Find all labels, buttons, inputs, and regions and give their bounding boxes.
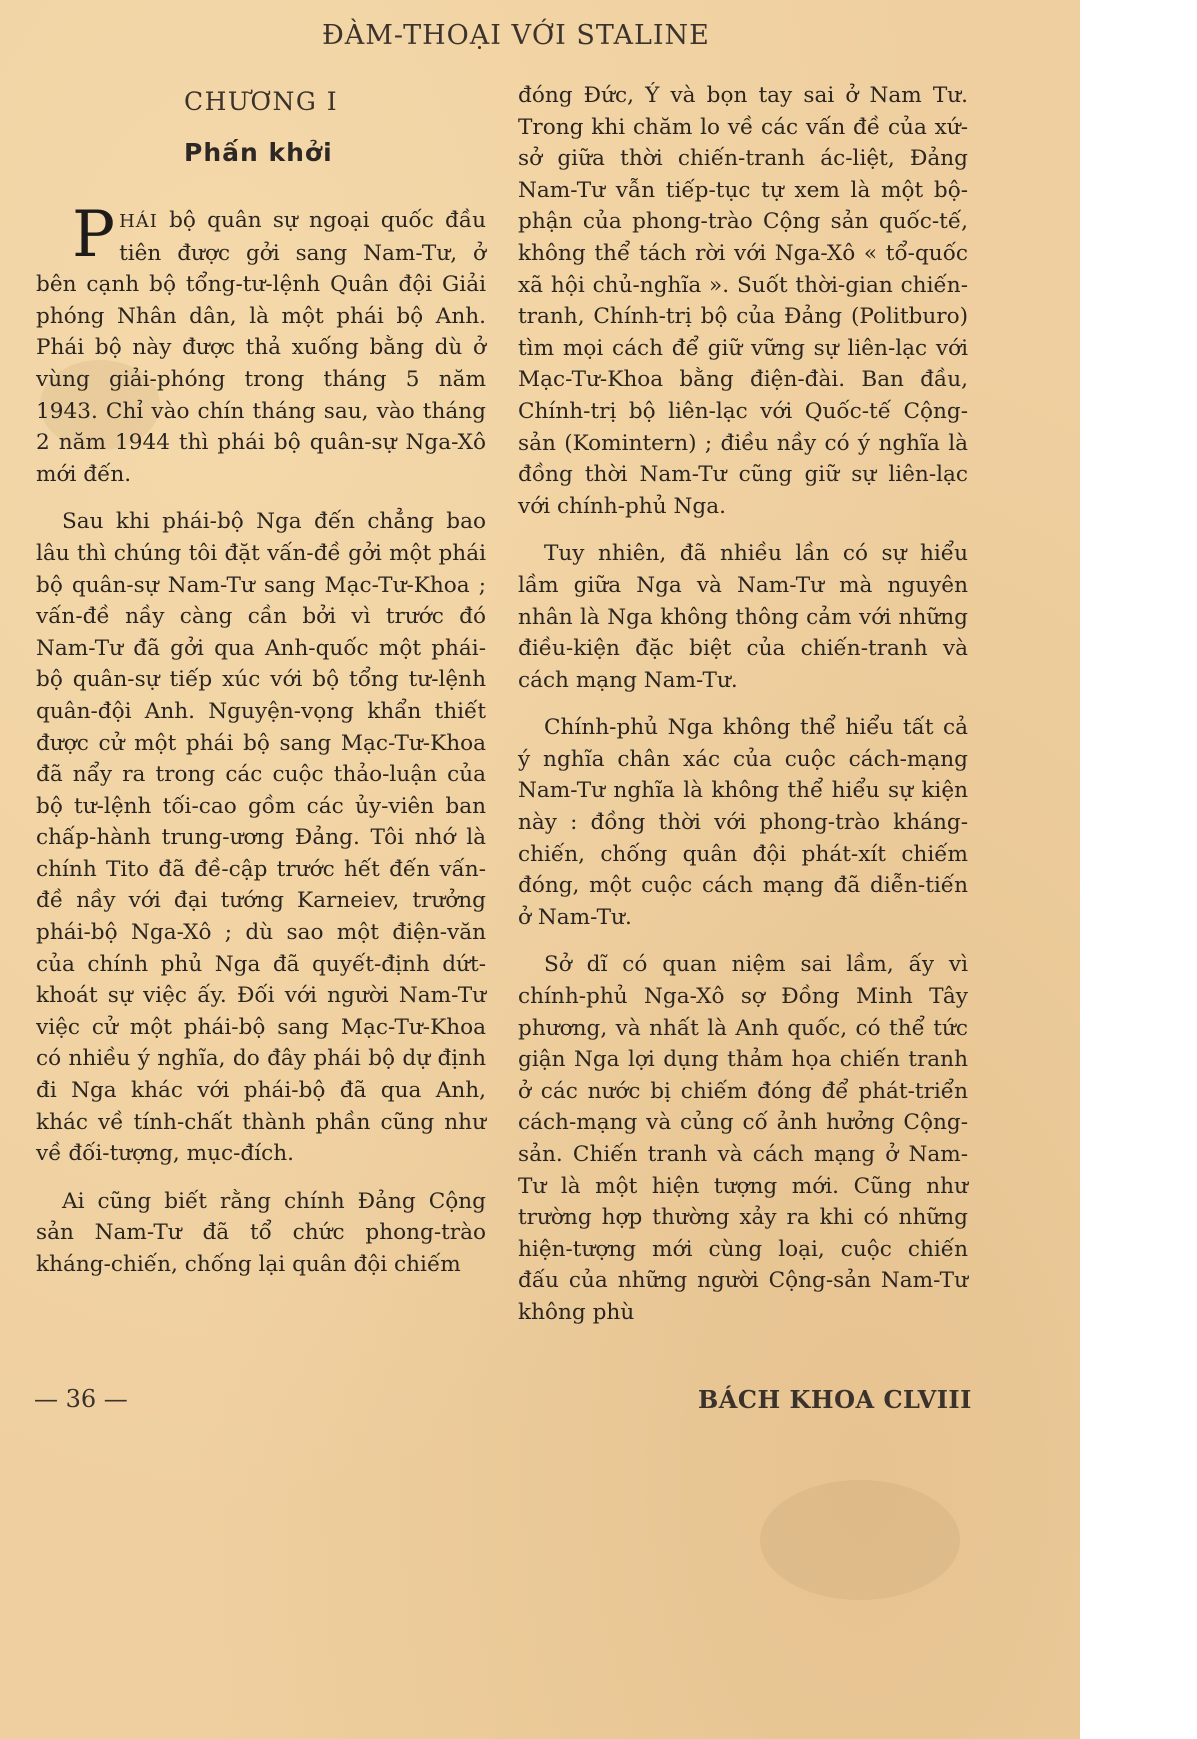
paragraph: Sau khi phái-bộ Nga đến chẳng bao lâu thì chúng tôi đặt vấn-đề gởi một phái bộ quân-sự Nam-Tư sang Mạc-Tư-Khoa ; vấn-đề nầy càng cần bởi vì trước đó Nam-Tư đã gởi qua Anh-quốc một phái-bộ quân-sự tiếp xúc với bộ tổng tư-lệnh quân-đội Anh. Nguyện-vọng khẩn thiết được cử một phái bộ sang Mạc-Tư-Khoa đã nẩy ra trong các cuộc thảo-luận của bộ tư-lệnh tối-cao gồm các ủy-viên ban chấp-hành trung-ương Đảng. Tôi nhớ là chính Tito đã đề-cập trước hết đến vấn-đề nầy với đại tướng Karneiev, trưởng phái-bộ Nga-Xô ; dù sao một điện-văn của chính phủ Nga đã quyết-định dứt-khoát sự việc ấy. Đối với người Nam-Tư việc cử một phái-bộ sang Mạc-Tư-Khoa có nhiều ý nghĩa, do đây phái bộ dự định đi Nga khác với phái-bộ đã qua Anh, khác về tính-chất thành phần cũng như về đối-tượng, mục-đích. — [36, 509, 486, 1167]
drop-cap: P — [72, 198, 116, 272]
lead-word: HÁI — [119, 211, 158, 232]
paragraph-text: bộ quân sự ngoại quốc đầu tiên được gởi sang Nam-Tư, ở bên cạnh bộ tổng-tư-lệnh Quân đội Giải phóng Nhân dân, là một phái bộ Anh. Phái bộ này được thả xuống bằng dù ở vùng giải-phóng trong tháng 5 năm 1943. Chỉ vào chín tháng sau, vào tháng 2 năm 1944 thì phái bộ quân-sự Nga-Xô mới đến. — [36, 208, 486, 487]
paragraph: Chính-phủ Nga không thể hiểu tất cả ý nghĩa chân xác của cuộc cách-mạng Nam-Tư nghĩa là không thể hiểu sự kiện này : đồng thời với phong-trào kháng-chiến, chống quân đội phát-xít chiếm đóng, một cuộc cách mạng đã diễn-tiến ở Nam-Tư. — [518, 715, 968, 930]
left-column — [36, 198, 486, 1297]
publication-footer: BÁCH KHOA CLVIII — [698, 1385, 972, 1414]
running-header: ĐÀM-THOẠI VỚI STALINE — [322, 20, 710, 51]
paragraph: Tuy nhiên, đã nhiều lần có sự hiểu lầm giữa Nga và Nam-Tư mà nguyên nhân là Nga không thông cảm với những điều-kiện đặc biệt của chiến-tranh và cách mạng Nam-Tư. — [518, 541, 968, 693]
paragraph: Ai cũng biết rằng chính Đảng Cộng sản Nam-Tư đã tổ chức phong-trào kháng-chiến, chống lại quân đội chiếm — [36, 1188, 486, 1277]
paragraph: đóng Đức, Ý và bọn tay sai ở Nam Tư. Trong khi chăm lo về các vấn đề của xứ-sở giữa thời chiến-tranh ác-liệt, Đảng Nam-Tư vẫn tiếp-tục tự xem là một bộ-phận của phong-trào Cộng sản quốc-tế, không thể tách rời với Nga-Xô « tổ-quốc xã hội chủ-nghĩa ». Suốt thời-gian chiến-tranh, Chính-trị bộ của Đảng (Politburo) tìm mọi cách để giữ vững sự liên-lạc với Mạc-Tư-Khoa bằng điện-đài. Ban đầu, Chính-trị bộ liên-lạc với Quốc-tế Cộng-sản (Komintern) ; điều nầy có ý nghĩa là đồng thời Nam-Tư cũng giữ sự liên-lạc với chính-phủ Nga. — [518, 83, 968, 519]
page-number: — 36 — — [34, 1385, 128, 1413]
chapter-title: Phấn khởi — [184, 138, 333, 167]
paper-stain — [760, 1480, 960, 1600]
paragraph — [36, 198, 486, 490]
chapter-label: CHƯƠNG I — [184, 87, 339, 116]
right-column — [518, 80, 968, 1345]
paragraph: Sở dĩ có quan niệm sai lầm, ấy vì chính-phủ Nga-Xô sợ Đồng Minh Tây phương, và nhất là Anh quốc, có thể tức giận Nga lợi dụng thảm họa chiến tranh ở các nước bị chiếm đóng để phát-triển cách-mạng và củng cố ảnh hưởng Cộng-sản. Chiến tranh và cách mạng ở Nam-Tư là một hiện tượng mới. Cũng như trường hợp thường xảy ra khi có những hiện-tượng mới cùng loại, cuộc chiến đấu của những người Cộng-sản Nam-Tư không phù — [518, 952, 968, 1325]
